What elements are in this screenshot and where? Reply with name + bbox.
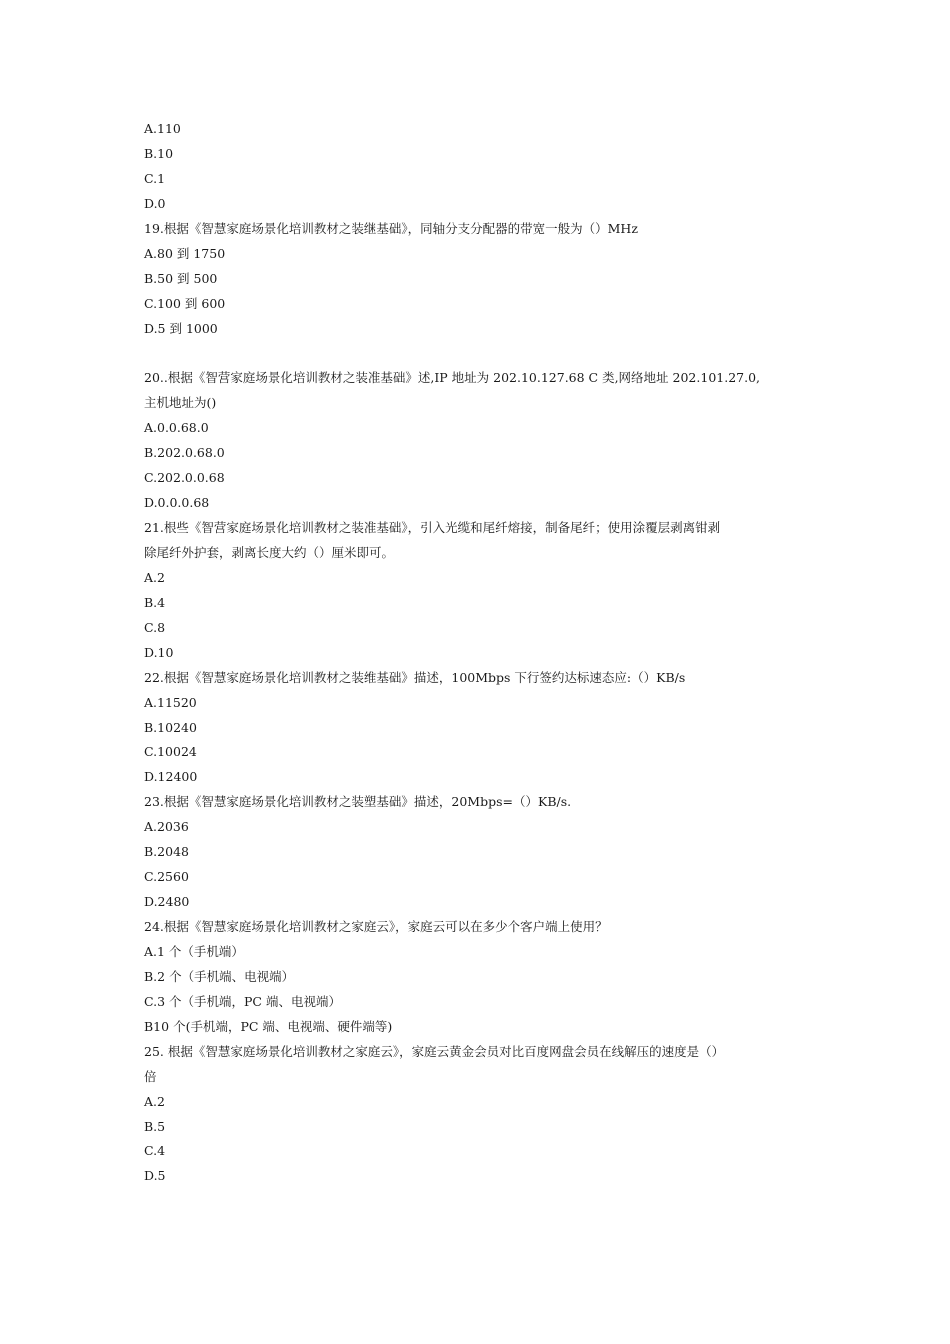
question-text: 21.根些《智营家庭场景化培训教材之装准基础》，引入光缆和尾纤熔接，制备尾纤；使用涂覆层剥离钳剥 xyxy=(144,520,721,535)
option-line: A.80 到 1750 xyxy=(144,245,226,261)
option-line: C.1 xyxy=(144,170,166,186)
option-line: D.5 到 1000 xyxy=(144,320,218,336)
question-text: 20..根据《智营家庭场景化培训教材之装准基础》述,IP 地址为 202.10.127.68 C 类,网络地址 202.101.27.0, xyxy=(144,370,760,386)
question-text: 19.根据《智慧家庭场景化培训教材之装继基础》，同轴分支分配器的带宽一般为（）MHz xyxy=(144,220,638,236)
option-line: C.3 个（手机端，PC 端、电视端） xyxy=(144,993,341,1009)
option-line: B.2048 xyxy=(144,844,189,860)
question-20 xyxy=(144,366,824,516)
option-line: C.2560 xyxy=(144,869,189,885)
question-24 xyxy=(144,915,824,1040)
option-line: D.0 xyxy=(144,195,166,211)
option-line: B.2 个（手机端、电视端） xyxy=(144,968,295,984)
question-23 xyxy=(144,790,824,915)
option-line: C.4 xyxy=(144,1143,166,1159)
option-line: B.50 到 500 xyxy=(144,270,218,286)
option-line: B.4 xyxy=(144,594,166,610)
option-line: B.5 xyxy=(144,1118,166,1134)
option-line: A.2 xyxy=(144,1093,165,1109)
option-line: A.2 xyxy=(144,569,165,585)
question-text: 倍 xyxy=(144,1068,157,1084)
option-line: A.110 xyxy=(144,121,181,136)
option-line: B.10240 xyxy=(144,719,197,735)
option-line: A.11520 xyxy=(144,694,197,710)
option-line: C.10024 xyxy=(144,744,197,760)
option-line: B.202.0.68.0 xyxy=(144,445,225,461)
question-text: 23.根据《智慧家庭场景化培训教材之装塑基础》描述，20Mbps=（）KB/s. xyxy=(144,794,572,810)
option-line: C.100 到 600 xyxy=(144,295,226,311)
question-19 xyxy=(144,217,824,342)
option-line: A.1 个（手机端） xyxy=(144,943,244,959)
question-22 xyxy=(144,666,824,791)
option-line: B.10 xyxy=(144,145,174,161)
option-line: D.12400 xyxy=(144,769,198,785)
question-text: 22.根据《智慧家庭场景化培训教材之装维基础》描述，100Mbps 下行签约达标速态应:（）KB/s xyxy=(144,669,686,685)
option-line: B10 个(手机端，PC 端、电视端、硬件端等) xyxy=(144,1018,393,1034)
option-line: D.5 xyxy=(144,1168,166,1184)
question-text: 25. 根据《智慧家庭场景化培训教材之家庭云》，家庭云黄金会员对比百度网盘会员在线解压的速度是（） xyxy=(144,1043,725,1059)
question-text: 除尾纤外护套，剥离长度大约（）厘米即可。 xyxy=(144,544,395,560)
document-page xyxy=(144,117,824,1189)
option-line: C.8 xyxy=(144,619,166,635)
question-25 xyxy=(144,1040,824,1190)
option-line: A.2036 xyxy=(144,819,189,835)
option-line: D.2480 xyxy=(144,894,190,910)
option-line: C.202.0.0.68 xyxy=(144,470,225,486)
option-line: D.0.0.0.68 xyxy=(144,495,210,511)
blank-line xyxy=(144,341,824,366)
question-text: 主机地址为() xyxy=(144,395,217,411)
question-text: 24.根据《智慧家庭场景化培训教材之家庭云》，家庭云可以在多少个客户端上使用？ xyxy=(144,919,608,934)
question-21 xyxy=(144,516,824,666)
option-line: D.10 xyxy=(144,644,174,660)
option-line: A.0.0.68.0 xyxy=(144,420,209,436)
